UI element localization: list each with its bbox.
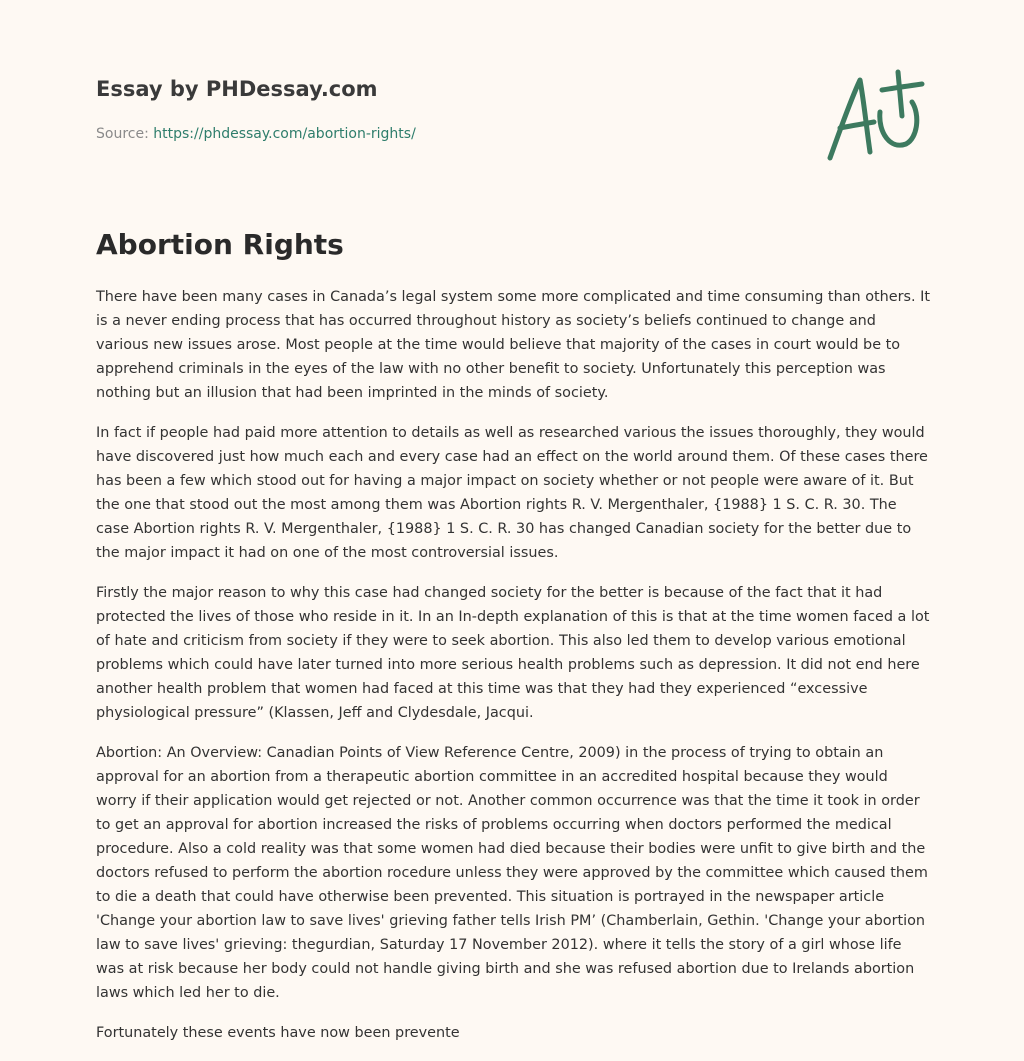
essay-paragraph: There have been many cases in Canada’s legal system some more complicated and time consuming than others. It is a never ending process that has occurred throughout history as society’s beliefs continued to change and various new issues arose. Most people at the time would believe that majority of the cases in court would be to apprehend criminals in the eyes of the law with no other benefit to society. Unfortunately this perception was nothing but an illusion that had been imprinted in the minds of society. [96,289,931,401]
essay-paragraph: Fortunately these events have now been prevente [96,1025,460,1041]
source-label: Source: [96,126,154,142]
essay-paragraph: Firstly the major reason to why this case had changed society for the better is because of the fact that it had protected the lives of those who reside in it. In an In-depth explanation of this is that at the time women faced a lot of hate and criticism from society if they were to seek abortion. This also led them to develop various emotional problems which could have later turned into more serious health problems such as depression. It did not end here another health problem that women had faced at this time was that they had they experienced “excessive physiological pressure” (Klassen, Jeff and Clydesdale, Jacqui. [96,585,930,721]
source-line [96,124,416,144]
essay-paragraph: Abortion: An Overview: Canadian Points of View Reference Centre, 2009) in the process of trying to obtain an approval for an abortion from a therapeutic abortion committee in an accredited hospital because they would worry if their application would get rejected or not. Another common occurrence was that the time it took in order to get an approval for abortion increased the risks of problems occurring when doctors performed the medical procedure. Also a cold reality was that some women had died because their bodies were unfit to give birth and the doctors refused to perform the abortion rocedure unless they were approved by the committee which caused them to die a death that could have otherwise been prevented. This situation is portrayed in the newspaper article 'Change your abortion law to save lives' grieving father tells Irish PM’ (Chamberlain, Gethin. 'Change your abortion law to save lives' grieving: thegurdian, Saturday 17 November 2012). where it tells the story of a girl whose life was at risk because her body could not handle giving birth and she was refused abortion due to Irelands abortion laws which led her to die. [96,745,928,1001]
source-link[interactable]: https://phdessay.com/abortion-rights/ [153,126,416,142]
essay-title: Abortion Rights [96,228,344,261]
brand-title: Essay by PHDessay.com [96,77,378,101]
page-header [96,74,928,142]
essay-body [96,285,932,1061]
a-plus-logo-icon [820,66,928,166]
essay-paragraph: In fact if people had paid more attention to details as well as researched various the issues thoroughly, they would have discovered just how much each and every case had an effect on the world around them. Of these cases there has been a few which stood out for having a major impact on society whether or not people were aware of it. But the one that stood out the most among them was Abortion rights R. V. Mergenthaler, {1988} 1 S. C. R. 30. The case Abortion rights R. V. Mergenthaler, {1988} 1 S. C. R. 30 has changed Canadian society for the better due to the major impact it had on one of the most controversial issues. [96,425,928,561]
